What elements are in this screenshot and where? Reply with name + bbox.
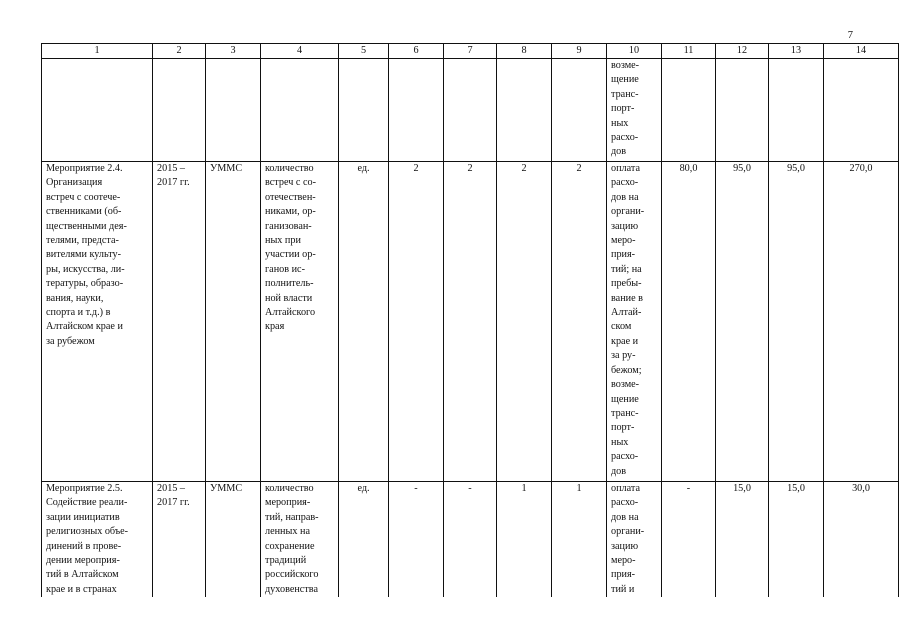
expense-direction-cell: возме- щение транс- порт- ных расхо- дов (607, 59, 662, 162)
value-cell: 2 (552, 162, 607, 482)
table-row (42, 482, 899, 598)
funding-cell (769, 59, 824, 162)
header-cell: 8 (497, 44, 552, 59)
header-cell: 13 (769, 44, 824, 59)
period-cell: 2015 – 2017 гг. (153, 162, 206, 482)
executor-cell: УММС (206, 482, 261, 598)
funding-total-cell: 270,0 (824, 162, 899, 482)
funding-cell: 95,0 (716, 162, 769, 482)
event-name-cell (42, 59, 153, 162)
page-number: 7 (847, 30, 853, 41)
funding-cell: 80,0 (662, 162, 716, 482)
value-cell (497, 59, 552, 162)
indicator-cell: количество мероприя- тий, направ- ленных на сохранение традиций российского духовенства (261, 482, 339, 598)
header-cell: 3 (206, 44, 261, 59)
unit-cell (339, 59, 389, 162)
value-cell (552, 59, 607, 162)
value-cell: - (389, 482, 444, 598)
header-cell: 2 (153, 44, 206, 59)
funding-total-cell (824, 59, 899, 162)
period-cell (153, 59, 206, 162)
event-name-cell: Мероприятие 2.5. Содействие реали- зации инициатив религиозных объе- динений в прове- дении мероприя- тий в Алтайском крае и в странах (42, 482, 153, 598)
unit-cell: ед. (339, 162, 389, 482)
value-cell: 1 (552, 482, 607, 598)
value-cell: 1 (497, 482, 552, 598)
value-cell: 2 (444, 162, 497, 482)
header-cell: 12 (716, 44, 769, 59)
executor-cell (206, 59, 261, 162)
header-row (42, 44, 899, 59)
indicator-cell: количество встреч с со- отечествен- никами, ор- ганизован- ных при участии ор- ганов ис- полнитель- ной власти Алтайского края (261, 162, 339, 482)
table-row (42, 162, 899, 482)
expense-direction-cell: оплата расхо- дов на органи- зацию меро- прия- тий; на пребы- вание в Алтай- ском крае и за ру- бежом; возме- щение транс- порт- ных расхо- дов (607, 162, 662, 482)
value-cell (389, 59, 444, 162)
header-cell: 4 (261, 44, 339, 59)
funding-cell: 95,0 (769, 162, 824, 482)
header-cell: 9 (552, 44, 607, 59)
event-name-cell: Мероприятие 2.4. Организация встреч с соотече- ственниками (об- щественными дея- телями, предста- вителями культу- ры, искусства, ли- тературы, образо- вания, науки, спорта и т.д.) в Алтайском крае и за рубежом (42, 162, 153, 482)
funding-cell (716, 59, 769, 162)
value-cell: 2 (497, 162, 552, 482)
header-cell: 10 (607, 44, 662, 59)
funding-cell: 15,0 (716, 482, 769, 598)
header-cell: 14 (824, 44, 899, 59)
funding-cell (662, 59, 716, 162)
indicator-cell (261, 59, 339, 162)
value-cell: - (444, 482, 497, 598)
value-cell: 2 (389, 162, 444, 482)
funding-cell: - (662, 482, 716, 598)
value-cell (444, 59, 497, 162)
expense-direction-cell: оплата расхо- дов на органи- зацию меро- прия- тий и (607, 482, 662, 598)
funding-total-cell: 30,0 (824, 482, 899, 598)
table-row (42, 59, 899, 162)
funding-cell: 15,0 (769, 482, 824, 598)
unit-cell: ед. (339, 482, 389, 598)
header-cell: 7 (444, 44, 497, 59)
program-table (41, 43, 899, 597)
header-cell: 1 (42, 44, 153, 59)
header-cell: 11 (662, 44, 716, 59)
period-cell: 2015 – 2017 гг. (153, 482, 206, 598)
executor-cell: УММС (206, 162, 261, 482)
header-cell: 5 (339, 44, 389, 59)
header-cell: 6 (389, 44, 444, 59)
